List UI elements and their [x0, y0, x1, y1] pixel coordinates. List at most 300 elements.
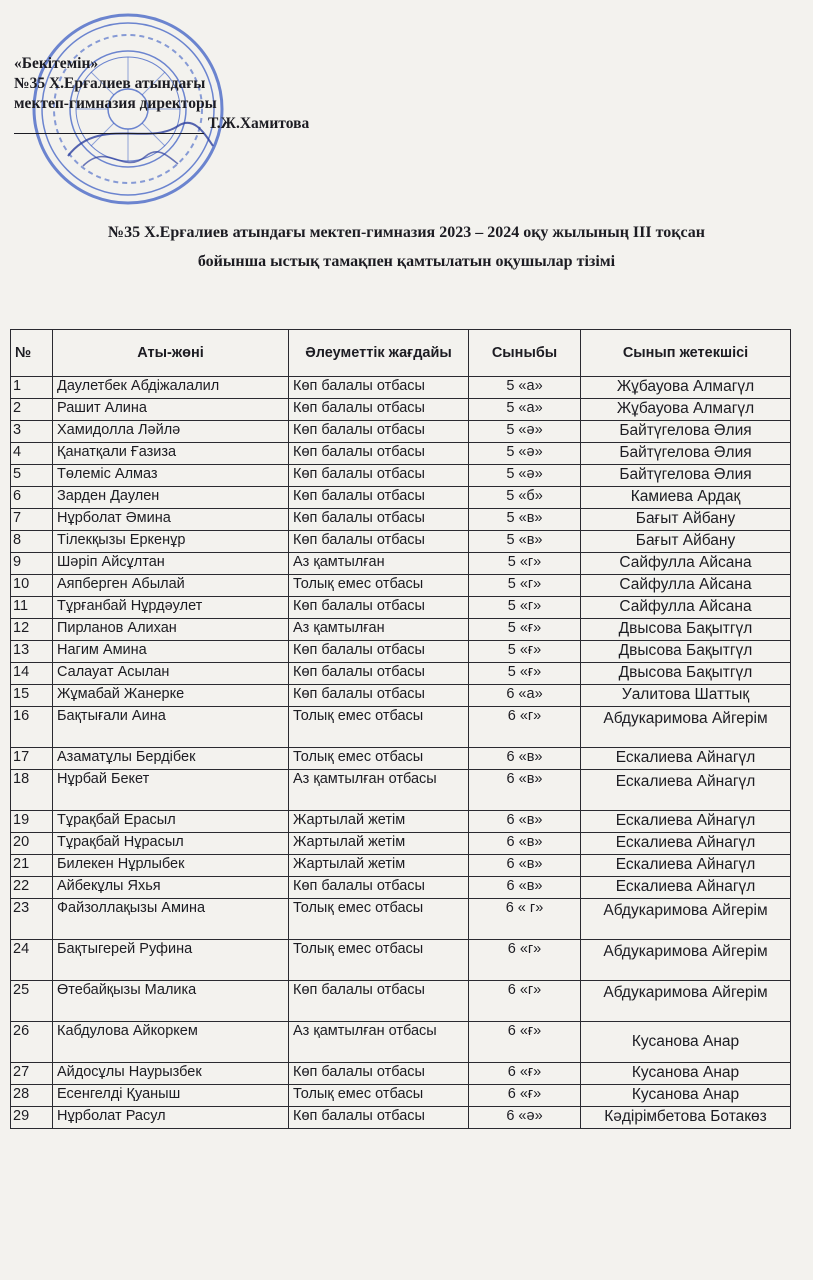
social-status-cell — [289, 770, 469, 811]
social-status: Жартылай жетім — [293, 812, 406, 828]
social-status-cell — [289, 877, 469, 899]
class-name-cell — [469, 597, 581, 619]
title-line-1: №35 Х.Ерғалиев атындағы мектеп-гимназия 2023 – 2024 оқу жылының III тоқсан — [108, 224, 705, 241]
class-teacher-cell — [581, 619, 791, 641]
social-status-cell — [289, 619, 469, 641]
class-teacher: Бағыт Айбану — [635, 510, 736, 527]
social-status: Көп балалы отбасы — [293, 642, 425, 658]
row-number: 5 — [13, 466, 22, 482]
class-teacher: Ескалиева Айнагүл — [615, 856, 756, 873]
row-number-cell — [11, 833, 53, 855]
student-name: Билекен Нұрлыбек — [57, 856, 185, 872]
social-status: Көп балалы отбасы — [293, 466, 425, 482]
class-teacher: Абдукаримова Айгерім — [603, 902, 768, 919]
student-name-cell — [53, 855, 289, 877]
social-status-cell — [289, 663, 469, 685]
social-status-cell — [289, 509, 469, 531]
student-name-cell — [53, 641, 289, 663]
class-teacher-cell — [581, 399, 791, 421]
class-name: 6 «в» — [506, 771, 543, 787]
class-name: 6 «в» — [506, 749, 543, 765]
social-status: Көп балалы отбасы — [293, 598, 425, 614]
class-name: 5 «г» — [507, 598, 542, 614]
row-number: 17 — [13, 749, 30, 765]
table-row — [11, 1085, 791, 1107]
row-number: 27 — [13, 1064, 30, 1080]
row-number: 19 — [13, 812, 30, 828]
class-name: 5 «а» — [506, 400, 543, 416]
row-number-cell — [11, 1107, 53, 1129]
class-name: 5 «ғ» — [507, 620, 542, 636]
row-number: 16 — [13, 708, 30, 724]
student-name-cell — [53, 619, 289, 641]
row-number: 20 — [13, 834, 30, 850]
table-row — [11, 663, 791, 685]
class-teacher-cell — [581, 748, 791, 770]
student-name-cell — [53, 553, 289, 575]
class-teacher-cell — [581, 531, 791, 553]
social-status: Көп балалы отбасы — [293, 878, 425, 894]
header-teacher: Сынып жетекшісі — [581, 330, 791, 377]
social-status-cell — [289, 553, 469, 575]
class-name: 6 «в» — [506, 834, 543, 850]
student-name: Жұмабай Жанерке — [57, 686, 185, 702]
class-name: 6 «в» — [506, 856, 543, 872]
row-number-cell — [11, 443, 53, 465]
signer-name: Т.Ж.Хамитова — [208, 115, 310, 132]
class-name: 5 «ә» — [506, 444, 543, 460]
row-number: 13 — [13, 642, 30, 658]
student-name: Даулетбек Абдіжалалил — [57, 378, 220, 394]
class-teacher: Ескалиева Айнагүл — [615, 812, 756, 829]
social-status: Көп балалы отбасы — [293, 982, 425, 998]
table-row — [11, 748, 791, 770]
row-number-cell — [11, 663, 53, 685]
class-teacher: Бағыт Айбану — [635, 532, 736, 549]
student-name-cell — [53, 981, 289, 1022]
class-teacher-cell — [581, 641, 791, 663]
student-name-cell — [53, 465, 289, 487]
student-name-cell — [53, 575, 289, 597]
student-name: Бақтыгерей Руфина — [57, 941, 193, 957]
class-name-cell — [469, 940, 581, 981]
social-status: Аз қамтылған отбасы — [293, 1023, 437, 1039]
class-name: 5 «г» — [507, 554, 542, 570]
class-teacher-cell — [581, 899, 791, 940]
student-name-cell — [53, 1107, 289, 1129]
class-name-cell — [469, 663, 581, 685]
student-name: Айбекұлы Яхья — [57, 878, 161, 894]
class-name-cell — [469, 1022, 581, 1063]
table-row — [11, 509, 791, 531]
student-name-cell — [53, 1022, 289, 1063]
class-teacher-cell — [581, 877, 791, 899]
student-name: Азаматұлы Бердібек — [57, 749, 196, 765]
student-name: Рашит Алина — [57, 400, 147, 416]
class-teacher: Жұбауова Алмагүл — [616, 400, 755, 417]
student-name: Өтебайқызы Малика — [57, 982, 197, 998]
social-status-cell — [289, 399, 469, 421]
social-status-cell — [289, 531, 469, 553]
social-status: Толық емес отбасы — [293, 708, 424, 724]
class-teacher: Байтүгелова Әлия — [619, 466, 752, 483]
row-number: 26 — [13, 1023, 30, 1039]
table-row — [11, 597, 791, 619]
header-class: Сыныбы — [469, 330, 581, 377]
social-status: Толық емес отбасы — [293, 1086, 424, 1102]
class-teacher-cell — [581, 685, 791, 707]
student-name-cell — [53, 877, 289, 899]
class-name: 6 «г» — [507, 708, 542, 724]
table-row — [11, 641, 791, 663]
row-number: 4 — [13, 444, 22, 460]
social-status-cell — [289, 465, 469, 487]
student-name: Айдосұлы Наурызбек — [57, 1064, 202, 1080]
row-number-cell — [11, 855, 53, 877]
student-name: Файзоллақызы Амина — [57, 900, 206, 916]
social-status: Толық емес отбасы — [293, 900, 424, 916]
row-number-cell — [11, 597, 53, 619]
class-name: 6 «ғ» — [507, 1064, 542, 1080]
student-name: Тілекқызы Еркенұр — [57, 532, 186, 548]
social-status-cell — [289, 487, 469, 509]
social-status-cell — [289, 833, 469, 855]
table-row — [11, 833, 791, 855]
row-number: 8 — [13, 532, 22, 548]
class-teacher-cell — [581, 770, 791, 811]
table-row — [11, 487, 791, 509]
student-name: Зарден Даулен — [57, 488, 160, 504]
student-name: Шәріп Айсұлтан — [57, 554, 165, 570]
class-teacher-cell — [581, 377, 791, 399]
student-name: Төлеміс Алмаз — [57, 466, 158, 482]
class-name: 6 «в» — [506, 878, 543, 894]
class-name: 5 «ә» — [506, 422, 543, 438]
title-line-2: бойынша ыстық тамақпен қамтылатын оқушылар тізімі — [197, 253, 616, 270]
student-name: Тұрақбай Ерасыл — [57, 812, 176, 828]
class-name-cell — [469, 811, 581, 833]
student-name-cell — [53, 509, 289, 531]
student-name: Тұрғанбай Нұрдәулет — [57, 598, 203, 614]
class-name-cell — [469, 833, 581, 855]
table-row — [11, 399, 791, 421]
row-number-cell — [11, 1085, 53, 1107]
row-number-cell — [11, 770, 53, 811]
row-number-cell — [11, 487, 53, 509]
social-status-cell — [289, 748, 469, 770]
social-status: Аз қамтылған — [293, 620, 385, 636]
class-name: 6 «г» — [507, 941, 542, 957]
class-teacher-cell — [581, 981, 791, 1022]
row-number: 21 — [13, 856, 30, 872]
social-status-cell — [289, 940, 469, 981]
row-number: 10 — [13, 576, 30, 592]
row-number-cell — [11, 531, 53, 553]
social-status: Толық емес отбасы — [293, 749, 424, 765]
class-name-cell — [469, 981, 581, 1022]
class-teacher-cell — [581, 1063, 791, 1085]
student-name-cell — [53, 748, 289, 770]
class-name: 5 «в» — [506, 532, 543, 548]
class-name-cell — [469, 1085, 581, 1107]
header-num: № — [11, 330, 53, 377]
row-number: 18 — [13, 771, 30, 787]
class-name: 6 «г» — [507, 982, 542, 998]
class-teacher: Кусанова Анар — [631, 1064, 740, 1081]
social-status: Көп балалы отбасы — [293, 378, 425, 394]
approval-block — [14, 54, 374, 134]
row-number: 3 — [13, 422, 22, 438]
class-teacher: Двысова Бақытгүл — [618, 620, 753, 637]
table-row — [11, 377, 791, 399]
social-status: Көп балалы отбасы — [293, 686, 425, 702]
class-teacher-cell — [581, 465, 791, 487]
social-status: Көп балалы отбасы — [293, 532, 425, 548]
student-name-cell — [53, 421, 289, 443]
social-status-cell — [289, 899, 469, 940]
social-status-cell — [289, 421, 469, 443]
student-name: Пирланов Алихан — [57, 620, 177, 636]
class-name-cell — [469, 531, 581, 553]
social-status: Аз қамтылған — [293, 554, 385, 570]
class-name: 5 «ғ» — [507, 642, 542, 658]
student-name-cell — [53, 531, 289, 553]
table-row — [11, 899, 791, 940]
table-header-row — [11, 330, 791, 377]
row-number-cell — [11, 877, 53, 899]
class-teacher-cell — [581, 421, 791, 443]
row-number-cell — [11, 811, 53, 833]
social-status-cell — [289, 641, 469, 663]
student-name: Салауат Асылан — [57, 664, 170, 680]
social-status-cell — [289, 707, 469, 748]
class-teacher: Уалитова Шаттық — [621, 686, 750, 703]
row-number-cell — [11, 421, 53, 443]
social-status-cell — [289, 855, 469, 877]
row-number-cell — [11, 553, 53, 575]
class-name-cell — [469, 707, 581, 748]
row-number-cell — [11, 707, 53, 748]
student-name-cell — [53, 940, 289, 981]
table-row — [11, 443, 791, 465]
class-teacher-cell — [581, 487, 791, 509]
class-name-cell — [469, 877, 581, 899]
class-teacher: Ескалиева Айнагүл — [615, 878, 756, 895]
student-name-cell — [53, 707, 289, 748]
row-number-cell — [11, 575, 53, 597]
class-teacher: Ескалиева Айнагүл — [615, 773, 756, 790]
student-name-cell — [53, 663, 289, 685]
row-number: 1 — [13, 378, 22, 394]
row-number: 22 — [13, 878, 30, 894]
table-row — [11, 553, 791, 575]
class-name: 5 «в» — [506, 510, 543, 526]
row-number: 24 — [13, 941, 30, 957]
class-teacher: Двысова Бақытгүл — [618, 664, 753, 681]
student-name-cell — [53, 1063, 289, 1085]
row-number: 23 — [13, 900, 30, 916]
row-number-cell — [11, 748, 53, 770]
social-status-cell — [289, 377, 469, 399]
student-name-cell — [53, 770, 289, 811]
signature-line — [14, 114, 374, 134]
class-name-cell — [469, 443, 581, 465]
header-name: Аты-жөні — [53, 330, 289, 377]
class-teacher-cell — [581, 1085, 791, 1107]
student-name: Нұрболат Расул — [57, 1108, 166, 1124]
class-teacher: Ескалиева Айнагүл — [615, 749, 756, 766]
student-name: Аяпберген Абылай — [57, 576, 185, 592]
class-teacher: Абдукаримова Айгерім — [603, 710, 768, 727]
social-status-cell — [289, 1022, 469, 1063]
table-row — [11, 685, 791, 707]
class-teacher-cell — [581, 553, 791, 575]
class-name-cell — [469, 641, 581, 663]
class-teacher: Сайфулла Айсана — [619, 576, 752, 593]
class-name-cell — [469, 377, 581, 399]
class-name-cell — [469, 619, 581, 641]
student-name: Нұрбай Бекет — [57, 771, 150, 787]
social-status-cell — [289, 1085, 469, 1107]
class-teacher-cell — [581, 1022, 791, 1063]
student-name-cell — [53, 399, 289, 421]
social-status-cell — [289, 1107, 469, 1129]
student-name: Қанатқали Ғазиза — [57, 444, 177, 460]
social-status: Аз қамтылған отбасы — [293, 771, 437, 787]
social-status: Көп балалы отбасы — [293, 664, 425, 680]
student-name-cell — [53, 899, 289, 940]
class-name-cell — [469, 421, 581, 443]
class-name: 5 «ә» — [506, 466, 543, 482]
table-row — [11, 421, 791, 443]
class-name: 6 «ғ» — [507, 1023, 542, 1039]
social-status: Көп балалы отбасы — [293, 488, 425, 504]
row-number-cell — [11, 377, 53, 399]
row-number-cell — [11, 509, 53, 531]
class-name-cell — [469, 575, 581, 597]
row-number-cell — [11, 399, 53, 421]
row-number: 28 — [13, 1086, 30, 1102]
social-status: Көп балалы отбасы — [293, 444, 425, 460]
student-name-cell — [53, 1085, 289, 1107]
class-name-cell — [469, 855, 581, 877]
social-status: Толық емес отбасы — [293, 576, 424, 592]
class-teacher-cell — [581, 833, 791, 855]
class-teacher: Кусанова Анар — [631, 1033, 740, 1050]
row-number-cell — [11, 641, 53, 663]
class-name-cell — [469, 685, 581, 707]
class-teacher: Абдукаримова Айгерім — [603, 984, 768, 1001]
class-teacher-cell — [581, 707, 791, 748]
class-teacher-cell — [581, 1107, 791, 1129]
class-name-cell — [469, 553, 581, 575]
class-teacher-cell — [581, 509, 791, 531]
table-row — [11, 770, 791, 811]
row-number-cell — [11, 465, 53, 487]
social-status: Жартылай жетім — [293, 834, 406, 850]
signature-underline — [14, 119, 204, 134]
social-status-cell — [289, 685, 469, 707]
row-number: 6 — [13, 488, 22, 504]
student-name: Есенгелді Қуаныш — [57, 1086, 181, 1102]
table-row — [11, 1107, 791, 1129]
class-name-cell — [469, 770, 581, 811]
social-status: Көп балалы отбасы — [293, 510, 425, 526]
table-row — [11, 940, 791, 981]
students-table — [10, 329, 791, 1129]
table-row — [11, 619, 791, 641]
row-number: 25 — [13, 982, 30, 998]
row-number-cell — [11, 1022, 53, 1063]
class-name: 6 «в» — [506, 812, 543, 828]
class-teacher-cell — [581, 940, 791, 981]
student-name: Хамидолла Ләйлә — [57, 422, 181, 438]
class-teacher: Жұбауова Алмагүл — [616, 378, 755, 395]
row-number: 14 — [13, 664, 30, 680]
table-row — [11, 1022, 791, 1063]
row-number: 11 — [13, 598, 29, 614]
class-name: 6 « г» — [505, 900, 544, 916]
social-status: Көп балалы отбасы — [293, 1064, 425, 1080]
class-teacher-cell — [581, 575, 791, 597]
class-name-cell — [469, 487, 581, 509]
row-number: 7 — [13, 510, 22, 526]
table-row — [11, 811, 791, 833]
student-name-cell — [53, 443, 289, 465]
approval-school: №35 Х.Ерғалиев атындағы — [14, 75, 206, 92]
class-name-cell — [469, 1063, 581, 1085]
student-name-cell — [53, 597, 289, 619]
class-teacher: Камиева Ардақ — [630, 488, 741, 505]
class-name: 5 «г» — [507, 576, 542, 592]
class-teacher: Кәдірімбетова Ботакөз — [604, 1108, 767, 1125]
approval-heading: «Бекітемін» — [14, 55, 99, 72]
row-number-cell — [11, 619, 53, 641]
social-status-cell — [289, 443, 469, 465]
social-status-cell — [289, 575, 469, 597]
row-number-cell — [11, 981, 53, 1022]
student-name-cell — [53, 833, 289, 855]
class-teacher: Сайфулла Айсана — [619, 554, 752, 571]
approval-position: мектеп-гимназия директоры — [14, 95, 217, 112]
social-status-cell — [289, 1063, 469, 1085]
social-status-cell — [289, 981, 469, 1022]
row-number: 9 — [13, 554, 22, 570]
student-name-cell — [53, 377, 289, 399]
class-name-cell — [469, 748, 581, 770]
class-name-cell — [469, 1107, 581, 1129]
student-name-cell — [53, 487, 289, 509]
class-name-cell — [469, 509, 581, 531]
social-status: Көп балалы отбасы — [293, 1108, 425, 1124]
class-teacher: Ескалиева Айнагүл — [615, 834, 756, 851]
student-name: Нұрболат Әмина — [57, 510, 171, 526]
class-name-cell — [469, 899, 581, 940]
class-name: 6 «а» — [506, 686, 543, 702]
class-name: 5 «ғ» — [507, 664, 542, 680]
header-status: Әлеуметтік жағдайы — [289, 330, 469, 377]
class-name-cell — [469, 399, 581, 421]
class-teacher-cell — [581, 443, 791, 465]
class-teacher: Байтүгелова Әлия — [619, 422, 752, 439]
social-status: Жартылай жетім — [293, 856, 406, 872]
class-name: 5 «а» — [506, 378, 543, 394]
class-teacher: Двысова Бақытгүл — [618, 642, 753, 659]
student-name-cell — [53, 811, 289, 833]
class-teacher-cell — [581, 811, 791, 833]
table-row — [11, 1063, 791, 1085]
table-row — [11, 707, 791, 748]
